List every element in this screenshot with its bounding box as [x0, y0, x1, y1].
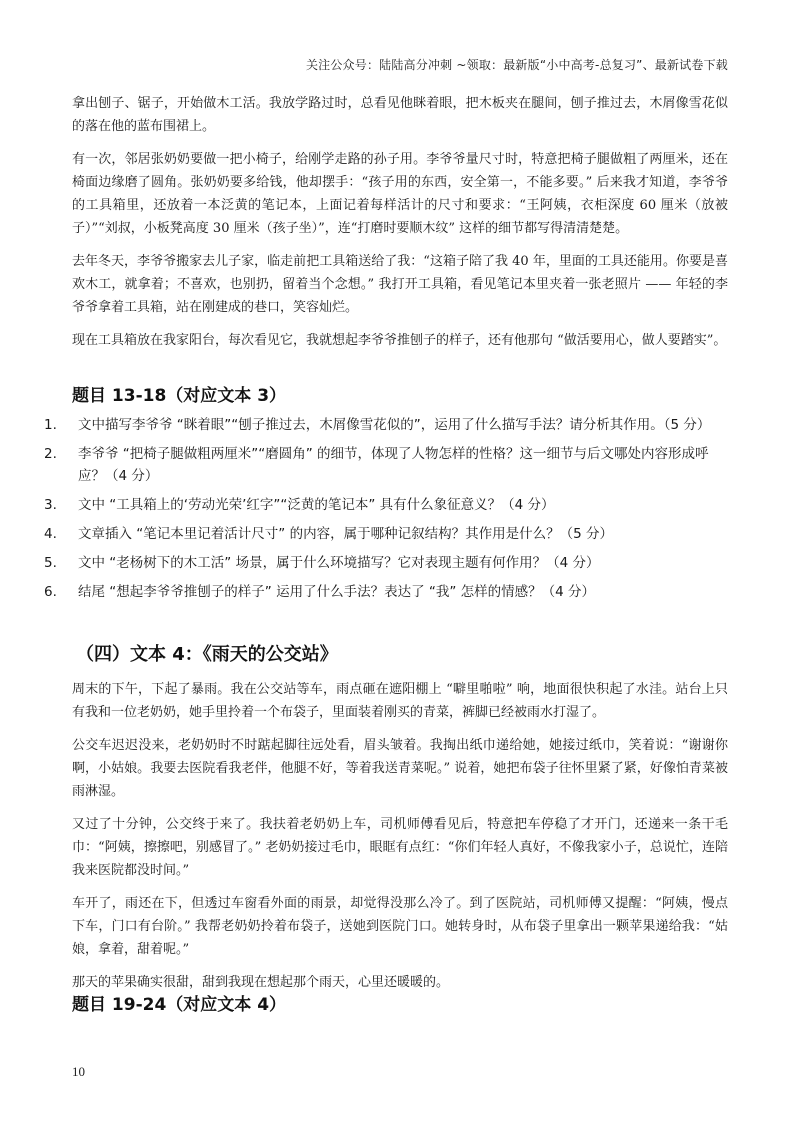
question-number: 5. — [44, 555, 57, 571]
question-item — [44, 581, 728, 603]
questions-4-heading: 题目 19-24（对应文本 4） — [72, 995, 287, 1015]
paragraph: 有一次，邻居张奶奶要做一把小椅子，给刚学走路的孙子用。李爷爷量尺寸时，特意把椅子腿做粗了两厘米，还在椅面边缘磨了圆角。张奶奶要多给钱，他却摆手：“孩子用的东西，安全第一，不能多要。” 后来我才知道，李爷爷的工具箱里，还放着一本泛黄的笔记本，上面记着每样活计的尺寸和要求：“王阿姨，衣柜深度 60 厘米（放被子）”“刘叔，小板凳高度 30 厘米（孩子坐）”，连“打磨时要顺木纹” 这样的细节都写得清清楚楚。 — [72, 152, 728, 236]
question-item — [44, 414, 728, 436]
question-number: 6. — [44, 584, 57, 600]
question-item — [44, 443, 728, 487]
question-number: 2. — [44, 446, 57, 462]
question-text: 李爷爷 “把椅子腿做粗两厘米”“磨圆角” 的细节，体现了人物怎样的性格？这一细节与后文哪处内容形成呼应？（4 分） — [78, 446, 709, 484]
question-number: 1. — [44, 417, 57, 433]
question-item — [44, 494, 728, 516]
paragraph: 车开了，雨还在下，但透过车窗看外面的雨景，却觉得没那么冷了。到了医院站，司机师傅又提醒：“阿姨，慢点下车，门口有台阶。” 我帮老奶奶拎着布袋子，送她到医院门口。她转身时，从布袋子里拿出一颗苹果递给我：“姑娘，拿着，甜着呢。” — [72, 896, 728, 957]
question-number: 4. — [44, 526, 57, 542]
paragraph: 周末的下午，下起了暴雨。我在公交站等车，雨点砸在遮阳棚上 “噼里啪啦” 响，地面很快积起了水洼。站台上只有我和一位老奶奶，她手里拎着一个布袋子，里面装着刚买的青菜，裤脚已经被雨水打湿了。 — [72, 682, 728, 720]
paragraph: 又过了十分钟，公交终于来了。我扶着老奶奶上车，司机师傅看见后，特意把车停稳了才开门，还递来一条干毛巾：“阿姨，擦擦吧，别感冒了。” 老奶奶接过毛巾，眼眶有点红：“你们年轻人真好，不像我家小子，总说忙，连陪我来医院都没时间。” — [72, 817, 728, 878]
question-text: 文章插入 “笔记本里记着活计尺寸” 的内容，属于哪种记叙结构？其作用是什么？（5 分） — [78, 526, 613, 542]
page-header: 关注公众号：陆陆高分冲刺 ~领取：最新版“小中高考-总复习”、最新试卷下载 — [305, 58, 728, 72]
question-text: 结尾 “想起李爷爷推刨子的样子” 运用了什么手法？表达了 “我” 怎样的情感？（4 分） — [78, 584, 596, 600]
question-text: 文中 “工具箱上的‘劳动光荣’红字”“泛黄的笔记本” 具有什么象征意义？（4 分） — [78, 497, 555, 513]
question-number: 3. — [44, 497, 57, 513]
paragraph: 拿出刨子、锯子，开始做木工活。我放学路过时，总看见他眯着眼，把木板夹在腿间，刨子推过去，木屑像雪花似的落在他的蓝布围裙上。 — [72, 96, 728, 134]
question-item — [44, 552, 728, 574]
text3-body — [72, 92, 728, 362]
questions-3-heading: 题目 13-18（对应文本 3） — [72, 386, 287, 406]
text4-body — [72, 678, 728, 1004]
question-item — [44, 523, 728, 545]
text4-title: （四）文本 4：《雨天的公交站》 — [76, 644, 338, 665]
paragraph: 公交车迟迟没来，老奶奶时不时踮起脚往远处看，眉头皱着。我掏出纸巾递给她，她接过纸巾，笑着说：“谢谢你啊，小姑娘。我要去医院看我老伴，他腿不好，等着我送青菜呢。” 说着，她把布袋子往怀里紧了紧，好像怕青菜被雨淋湿。 — [72, 738, 728, 799]
questions-3-list — [44, 414, 728, 610]
question-text: 文中 “老杨树下的木工活” 场景，属于什么环境描写？它对表现主题有何作用？（4 分） — [78, 555, 600, 571]
page-number: 10 — [72, 1064, 85, 1079]
paragraph: 那天的苹果确实很甜，甜到我现在想起那个雨天，心里还暖暖的。 — [72, 975, 450, 990]
paragraph: 去年冬天，李爷爷搬家去儿子家，临走前把工具箱送给了我：“这箱子陪了我 40 年，里面的工具还能用。你要是喜欢木工，就拿着；不喜欢，也别扔，留着当个念想。” 我打开工具箱，看见笔记本里夹着一张老照片 —— 年轻的李爷爷拿着工具箱，站在刚建成的巷口，笑容灿烂。 — [72, 254, 728, 315]
question-text: 文中描写李爷爷 “眯着眼”“刨子推过去，木屑像雪花似的”，运用了什么描写手法？请分析其作用。（5 分） — [78, 417, 711, 433]
paragraph: 现在工具箱放在我家阳台，每次看见它，我就想起李爷爷推刨子的样子，还有他那句 “做活要用心，做人要踏实”。 — [72, 333, 727, 348]
